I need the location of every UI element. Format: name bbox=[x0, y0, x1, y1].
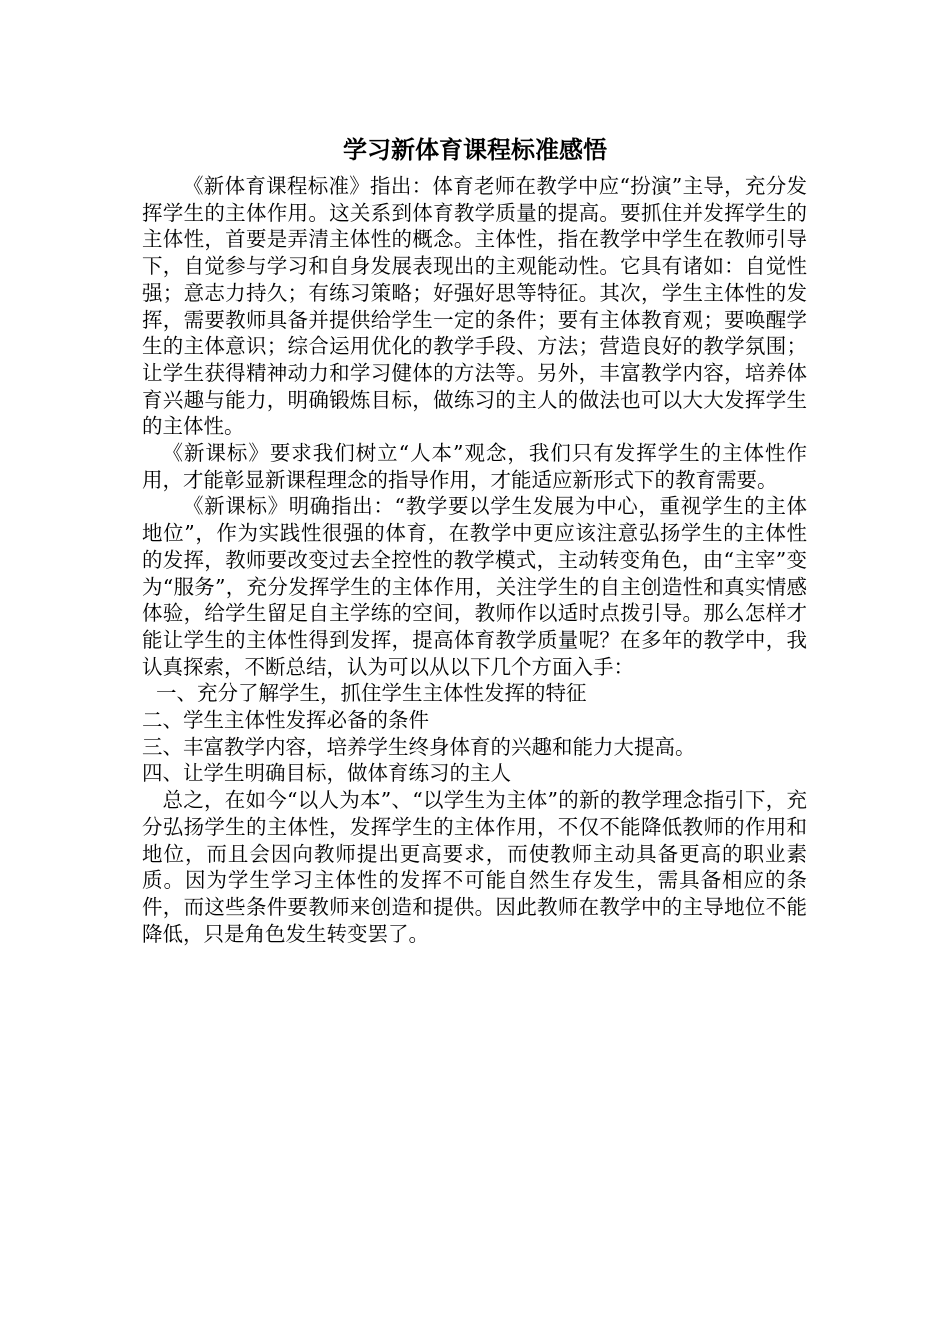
list-item: 四、让学生明确目标，做体育练习的主人 bbox=[142, 761, 511, 786]
list-item: 一、充分了解学生，抓住学生主体性发挥的特征 bbox=[156, 681, 587, 706]
paragraph: 《新课标》明确指出：“教学要以学生发展为中心，重视学生的主体地位”，作为实践性很强的体育，在教学中更应该注意弘扬学生的主体性的发挥，教师要改变过去全控性的教学模式，主动转变角色，由“主宰”变为“服务”，充分发挥学生的主体作用，关注学生的自主创造性和真实情感体验，给学生留足自主学练的空间，教师作以适时点拨引导。那么怎样才能让学生的主体性得到发挥，提高体育教学质量呢？在多年的教学中，我认真探索，不断总结，认为可以从以下几个方面入手： bbox=[142, 494, 807, 679]
paragraph: 《新课标》要求我们树立“人本”观念，我们只有发挥学生的主体性作用，才能彰显新课程理念的指导作用，才能适应新形式下的教育需要。 bbox=[142, 441, 807, 492]
paragraph-conclusion: 总之，在如今“以人为本”、“以学生为主体”的新的教学理念指引下，充分弘扬学生的主体性，发挥学生的主体作用，不仅不能降低教师的作用和地位，而且会因向教师提出更高要求，而使教师主动具备更高的职业素质。因为学生学习主体性的发挥不可能自然生存发生，需具备相应的条件，而这些条件要教师来创造和提供。因此教师在教学中的主导地位不能降低，只是角色发生转变罢了。 bbox=[142, 788, 807, 946]
document-body bbox=[142, 173, 807, 947]
list-item: 三、丰富教学内容，培养学生终身体育的兴趣和能力大提高。 bbox=[142, 734, 696, 759]
document-title: 学习新体育课程标准感悟 bbox=[343, 136, 607, 164]
paragraph: 《新体育课程标准》指出：体育老师在教学中应“扮演”主导，充分发挥学生的主体作用。这关系到体育教学质量的提高。要抓住并发挥学生的主体性，首要是弄清主体性的概念。主体性，指在教学中学生在教师引导下，自觉参与学习和自身发展表现出的主观能动性。它具有诸如：自觉性强；意志力持久；有练习策略；好强好思等特征。其次，学生主体性的发挥，需要教师具备并提供给学生一定的条件；要有主体教育观；要唤醒学生的主体意识；综合运用优化的教学手段、方法；营造良好的教学氛围；让学生获得精神动力和学习健体的方法等。另外，丰富教学内容，培养体育兴趣与能力，明确锻炼目标，做练习的主人的做法也可以大大发挥学生的主体性。 bbox=[142, 174, 807, 439]
list-item: 二、学生主体性发挥必备的条件 bbox=[142, 708, 429, 733]
